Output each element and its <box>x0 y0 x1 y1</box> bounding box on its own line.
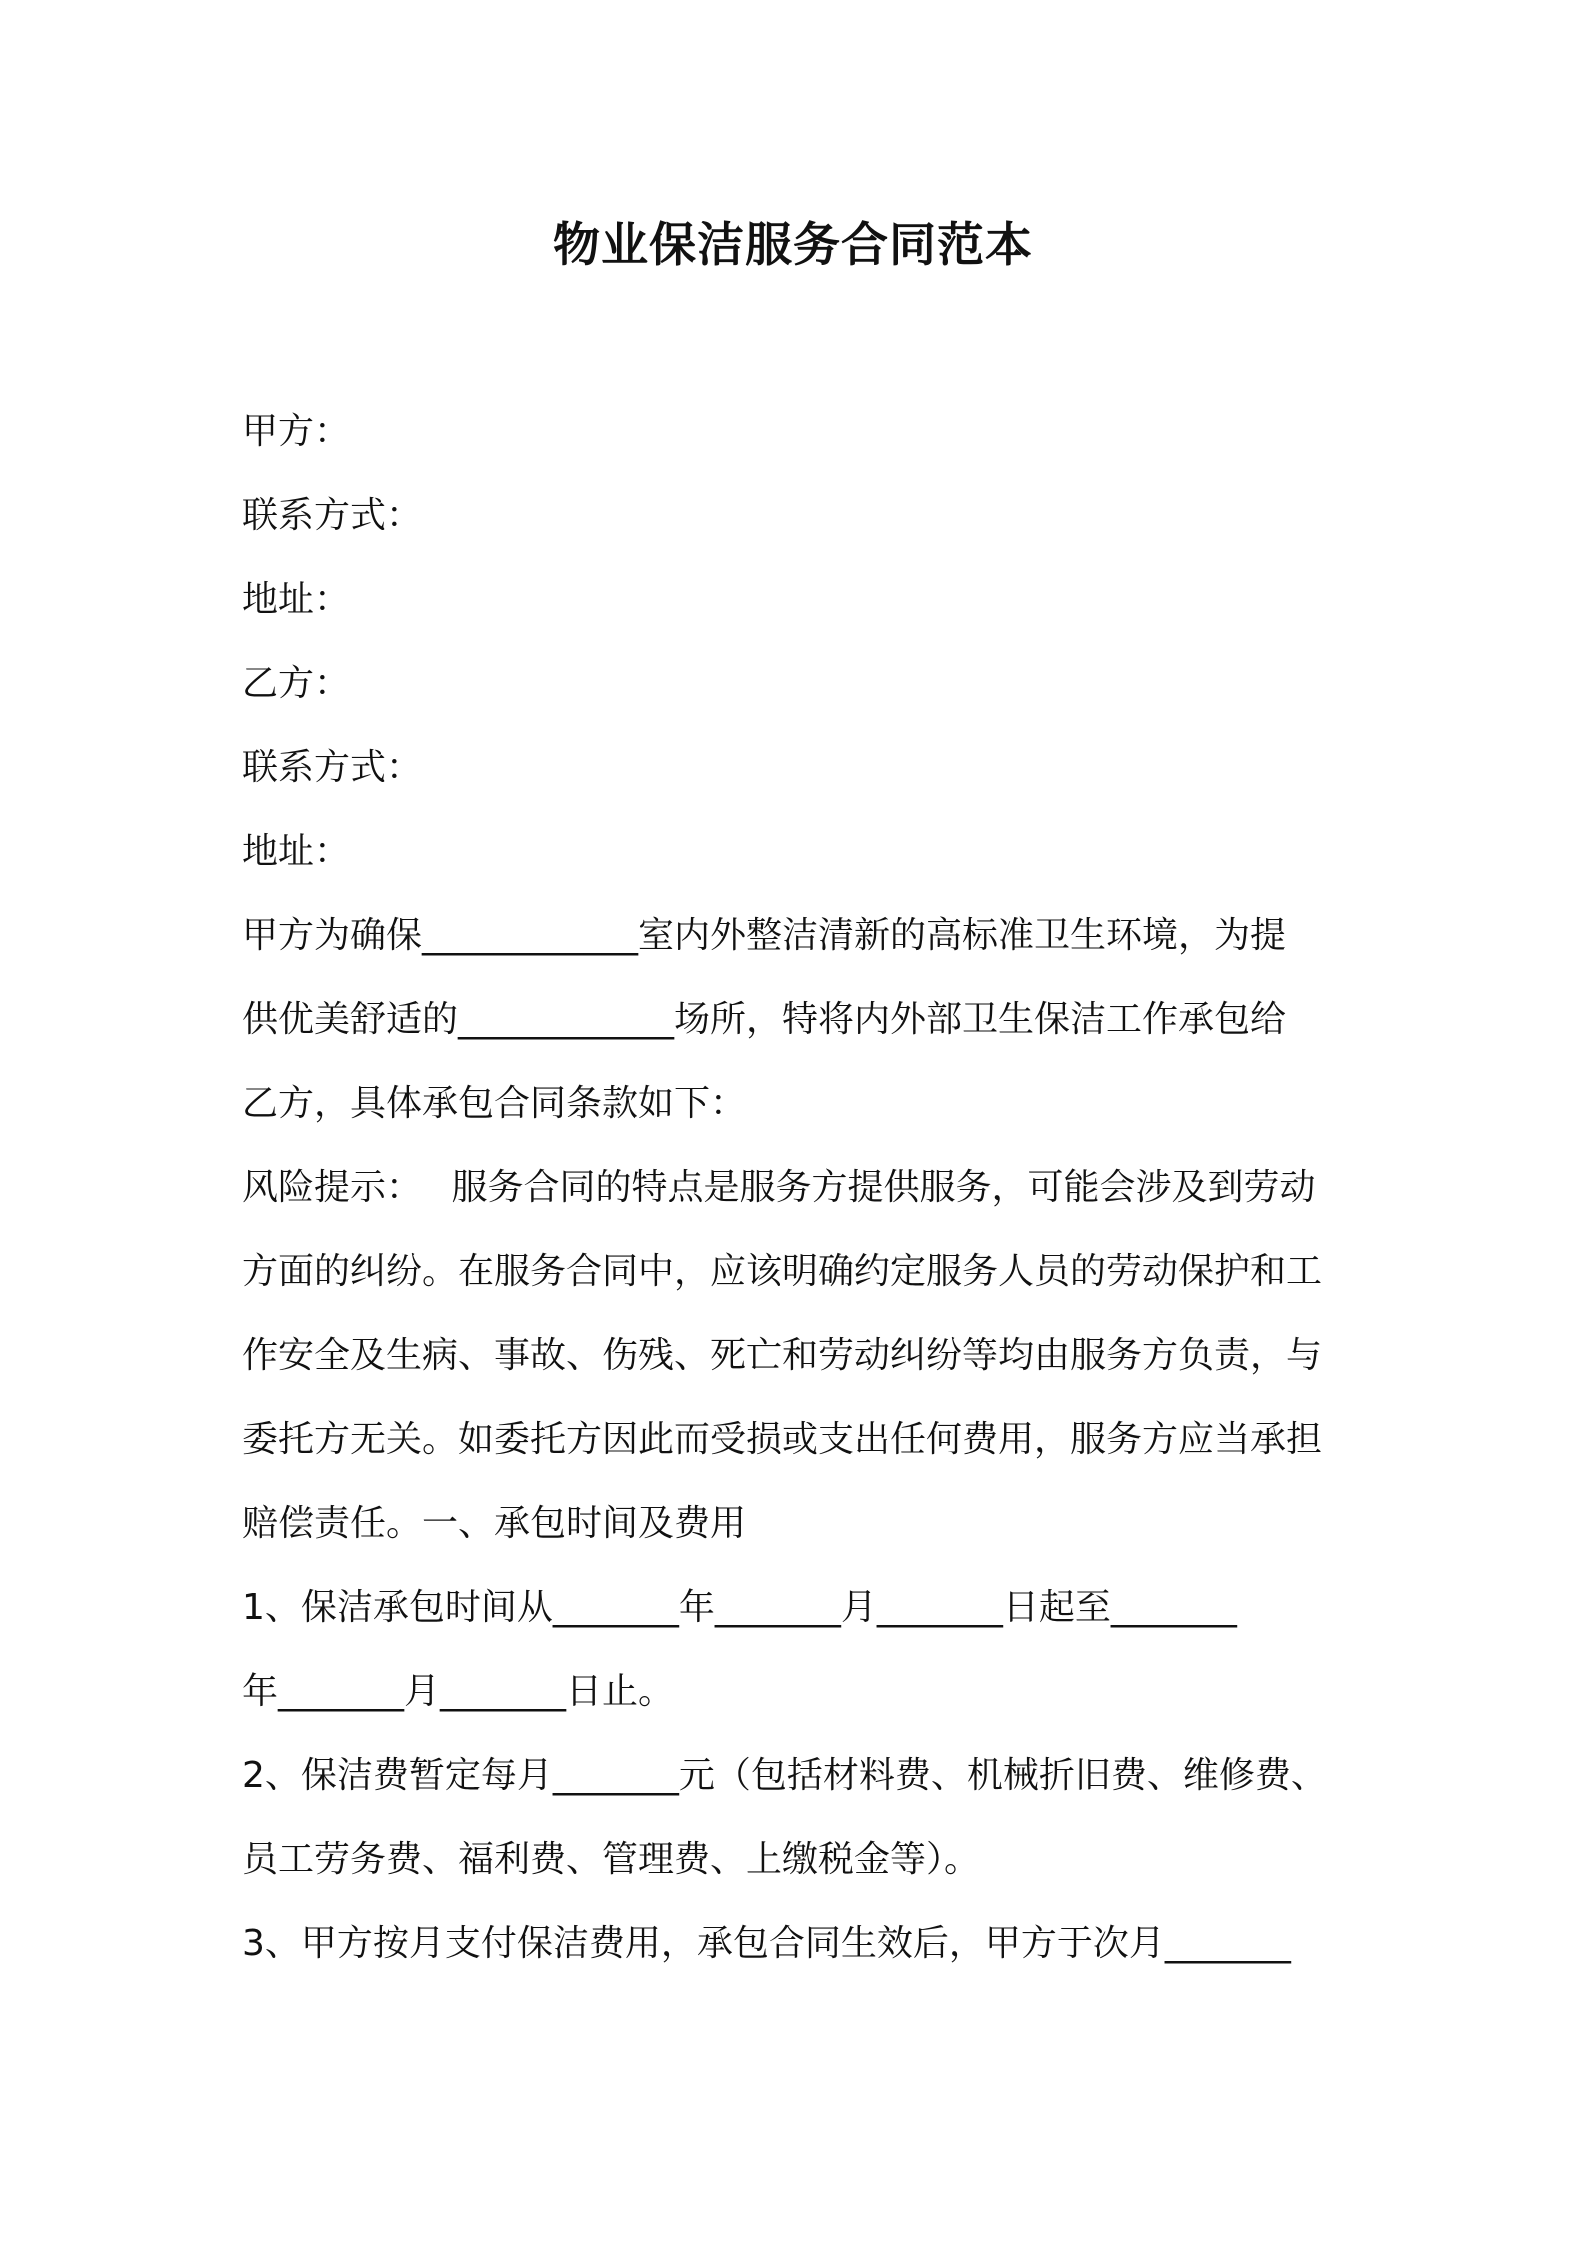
party-b-label: 乙方： <box>242 663 351 704</box>
preamble-line-2: 供优美舒适的____________场所，特将内外部卫生保洁工作承包给 <box>242 999 1287 1040</box>
party-b-contact-label: 联系方式： <box>242 747 423 788</box>
clause-2-line-2: 员工劳务费、福利费、管理费、上缴税金等）。 <box>242 1839 981 1880</box>
risk-notice-line-3: 作安全及生病、事故、伤残、死亡和劳动纠纷等均由服务方负责，与 <box>242 1335 1323 1376</box>
party-a-contact-label: 联系方式： <box>242 495 423 536</box>
risk-notice-line-1: 风险提示： 服务合同的特点是服务方提供服务，可能会涉及到劳动 <box>242 1167 1316 1208</box>
clause-2-line-1: 2、保洁费暂定每月_______元（包括材料费、机械折旧费、维修费、 <box>242 1755 1327 1796</box>
party-a-label: 甲方： <box>242 411 351 452</box>
preamble-line-1: 甲方为确保____________室内外整洁清新的高标准卫生环境，为提 <box>242 915 1287 956</box>
clause-3-line-1: 3、甲方按月支付保洁费用，承包合同生效后，甲方于次月_______ <box>242 1923 1291 1964</box>
clause-1-line-2: 年_______月_______日止。 <box>242 1671 675 1712</box>
risk-notice-line-4: 委托方无关。如委托方因此而受损或支出任何费用，服务方应当承担 <box>242 1419 1323 1460</box>
clause-1-line-1: 1、保洁承包时间从_______年_______月_______日起至_______ <box>242 1587 1237 1628</box>
party-b-address-label: 地址： <box>242 831 351 872</box>
preamble-line-3: 乙方，具体承包合同条款如下： <box>242 1083 747 1124</box>
document-title: 物业保洁服务合同范本 <box>553 218 1033 273</box>
party-a-address-label: 地址： <box>242 579 351 620</box>
risk-notice-line-2: 方面的纠纷。在服务合同中，应该明确约定服务人员的劳动保护和工 <box>242 1251 1323 1292</box>
risk-notice-line-5: 赔偿责任。一、承包时间及费用 <box>242 1503 747 1544</box>
